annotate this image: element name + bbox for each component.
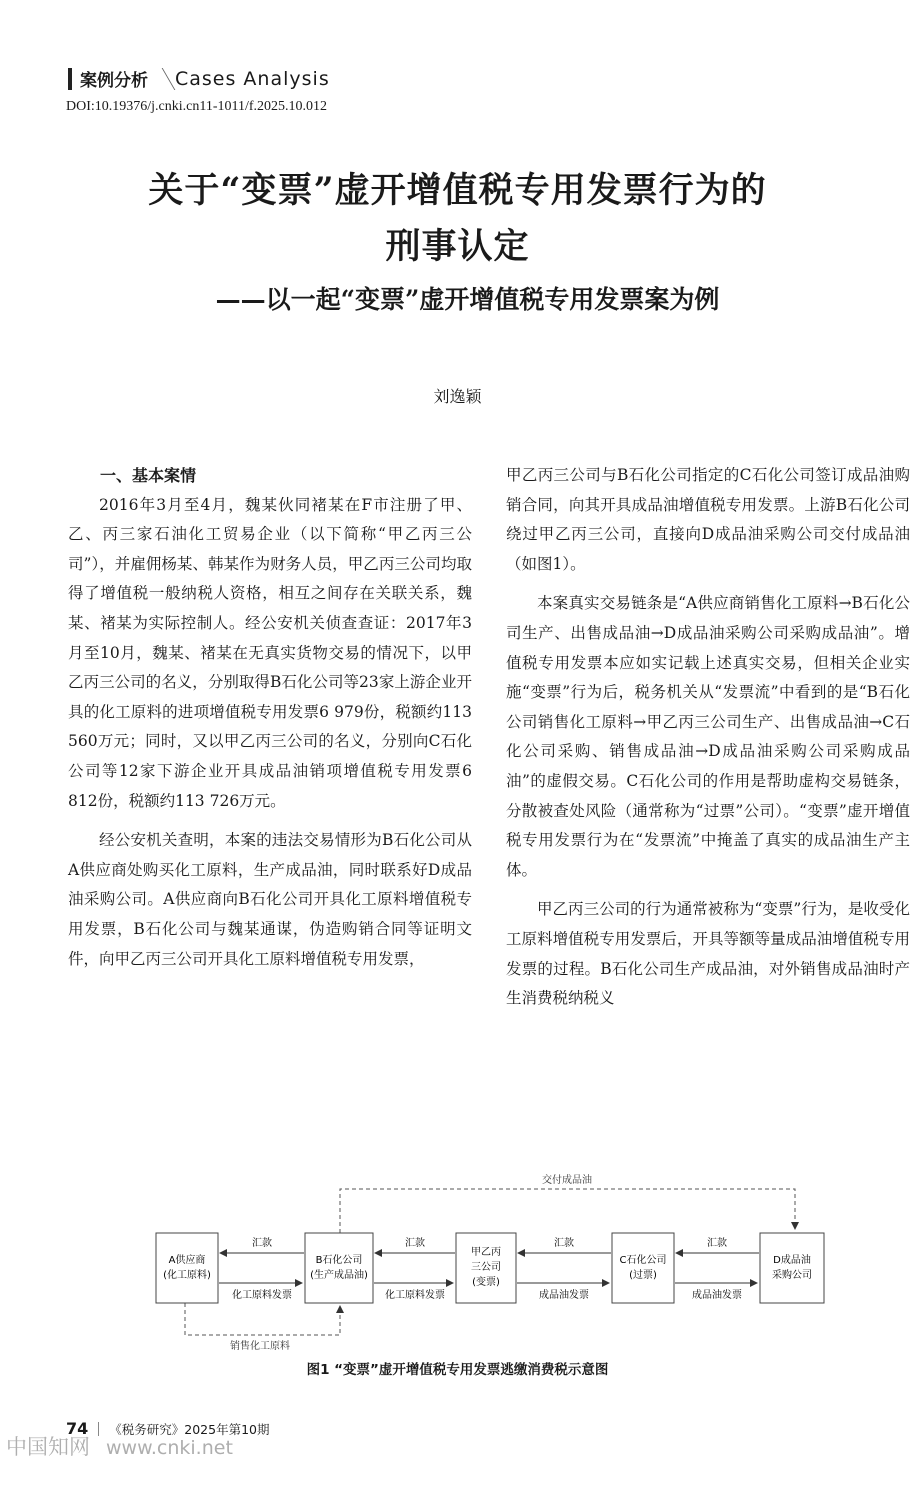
paragraph-continued: 甲乙丙三公司与B石化公司指定的C石化公司签订成品油购销合同，向其开具成品油增值税专用发票。上游B石化公司绕过甲乙丙三公司，直接向D成品油采购公司交付成品油（如图1）。 xyxy=(506,466,910,573)
box-d-buyer xyxy=(760,1233,824,1303)
section-name-cn: 案例分析 xyxy=(80,71,148,91)
svg-text:B石化公司: B石化公司 xyxy=(315,1255,363,1266)
section-name-en: Cases Analysis xyxy=(175,67,330,90)
deliver-oil-label: 交付成品油 xyxy=(542,1175,592,1186)
paragraph: 甲乙丙三公司的行为通常被称为“变票”行为，是收受化工原料增值税专用发票后，开具等额等量成品油增值税专用发票的过程。B石化公司生产成品油，对外销售成品油时产生消费税纳税义 xyxy=(506,900,910,1008)
sell-material-path xyxy=(185,1303,340,1335)
journal-info: 《税务研究》2025年第10期 xyxy=(109,1421,270,1437)
section-divider xyxy=(148,68,176,90)
svg-text:甲乙丙: 甲乙丙 xyxy=(471,1247,501,1258)
payment-label: 汇款 xyxy=(707,1238,727,1249)
page-number: 74 xyxy=(66,1419,89,1438)
invoice-label: 化工原料发票 xyxy=(232,1290,292,1301)
payment-label: 汇款 xyxy=(554,1238,574,1249)
invoice-label: 成品油发票 xyxy=(539,1290,589,1301)
paragraph: 2016年3月至4月，魏某伙同褚某在F市注册了甲、乙、丙三家石油化工贸易企业（以下简称“甲乙丙三公司”），并雇佣杨某、韩某作为财务人员，甲乙丙三公司均取得了增值税一般纳税人资格，相互之间存在关联关系，魏某、褚某为实际控制人。经公安机关侦查查证：2017年3月至10月，魏某、褚某在无真实货物交易的情况下，以甲乙丙三公司的名义，分别取得B石化公司等23家上游企业开具的化工原料的进项增值税专用发票6 979份，税额约113 560万元；同时，又以甲乙丙三公司的名义，分别向C石化公司等12家下游企业开具成品油销项增值税专用发票6 812份，税额约113 726万元。 xyxy=(68,495,472,810)
column-left xyxy=(68,461,472,984)
section-tag xyxy=(68,66,330,91)
svg-text:(变票): (变票) xyxy=(472,1277,500,1288)
invoice-label: 化工原料发票 xyxy=(385,1290,445,1301)
author: 刘逸颖 xyxy=(433,387,482,406)
deliver-oil-path xyxy=(340,1189,795,1233)
watermark-url: www.cnki.net xyxy=(106,1437,233,1459)
column-right xyxy=(506,461,910,1024)
doi[interactable]: DOI:10.19376/j.cnki.cn11-1011/f.2025.10.012 xyxy=(66,99,328,114)
invoice-label: 成品油发票 xyxy=(692,1290,742,1301)
svg-text:(化工原料): (化工原料) xyxy=(163,1270,211,1281)
box-b-petrochem xyxy=(305,1233,373,1303)
box-jyb-companies xyxy=(456,1233,516,1303)
article-subtitle: ——以一起“变票”虚开增值税专用发票案为例 xyxy=(215,285,720,314)
article-title xyxy=(0,163,915,275)
payment-label: 汇款 xyxy=(405,1238,425,1249)
box-c-petrochem xyxy=(612,1233,674,1303)
box-a-supplier xyxy=(156,1233,218,1303)
watermark-name: 中国知网 xyxy=(6,1435,90,1459)
svg-text:(生产成品油): (生产成品油) xyxy=(310,1270,368,1281)
flow-diagram xyxy=(140,1175,840,1353)
svg-text:(过票): (过票) xyxy=(629,1270,657,1281)
svg-text:C石化公司: C石化公司 xyxy=(619,1255,667,1266)
watermark xyxy=(6,1431,233,1461)
paragraph: 本案真实交易链条是“A供应商销售化工原料→B石化公司生产、出售成品油→D成品油采购公司采购成品油”。增值税专用发票本应如实记载上述真实交易，但相关企业实施“变票”行为后，税务机关从“发票流”中看到的是“B石化公司销售化工原料→甲乙丙三公司生产、出售成品油→C石化公司采购、销售成品油→D成品油采购公司采购成品油”的虚假交易。C石化公司的作用是帮助虚构交易链条，分散被查处风险（通常称为“过票”公司）。“变票”虚开增值税专用发票行为在“发票流”中掩盖了真实的成品油生产主体。 xyxy=(506,594,910,879)
section-bar xyxy=(68,68,72,90)
payment-label: 汇款 xyxy=(252,1238,272,1249)
paragraph: 经公安机关查明，本案的违法交易情形为B石化公司从A供应商处购买化工原料，生产成品油，同时联系好D成品油采购公司。A供应商向B石化公司开具化工原料增值税专用发票，B石化公司与魏某通谋，伪造购销合同等证明文件，向甲乙丙三公司开具化工原料增值税专用发票， xyxy=(68,831,472,968)
svg-text:采购公司: 采购公司 xyxy=(772,1270,812,1281)
svg-text:A供应商: A供应商 xyxy=(168,1255,206,1266)
title-line-1: 关于“变票”虚开增值税专用发票行为的 xyxy=(148,170,767,211)
title-line-2: 刑事认定 xyxy=(385,226,530,267)
svg-text:三公司: 三公司 xyxy=(471,1262,501,1273)
svg-text:D成品油: D成品油 xyxy=(773,1255,811,1266)
figure-caption: 图1 “变票”虚开增值税专用发票逃缴消费税示意图 xyxy=(306,1362,609,1378)
sell-material-label: 销售化工原料 xyxy=(230,1341,290,1352)
section-heading: 一、基本案情 xyxy=(100,466,197,485)
